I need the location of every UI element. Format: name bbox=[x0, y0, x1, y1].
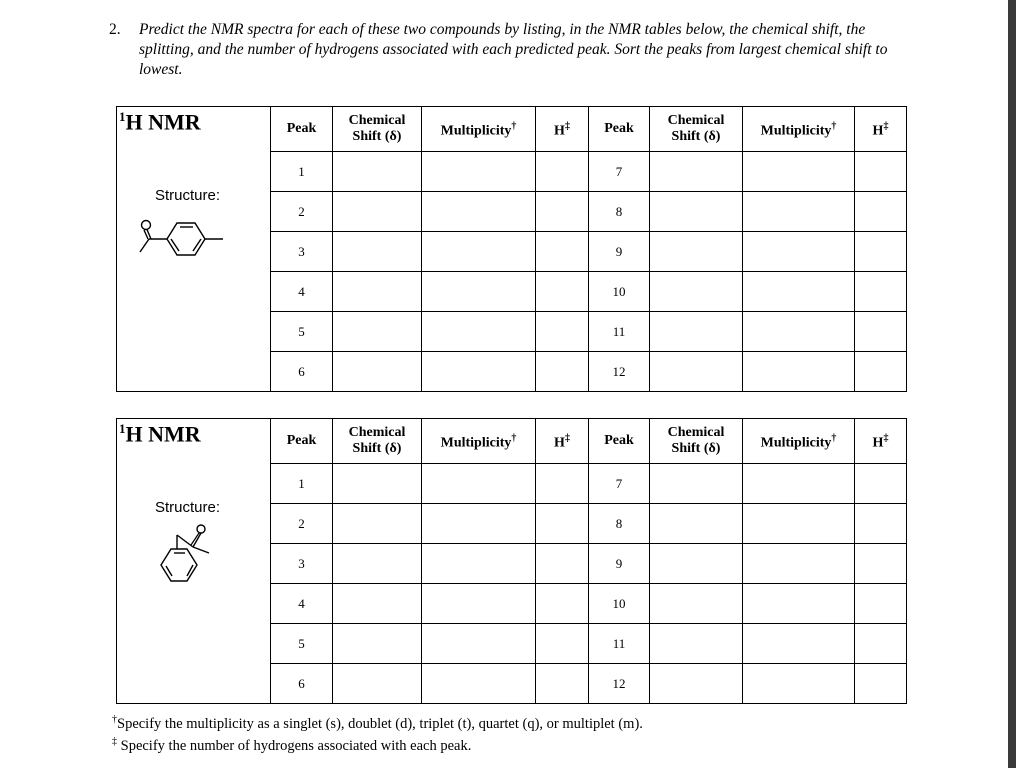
peak-number: 1 bbox=[271, 152, 333, 192]
multiplicity-input-cell[interactable] bbox=[743, 624, 855, 664]
peak-number: 4 bbox=[271, 272, 333, 312]
h-count-input-cell[interactable] bbox=[536, 584, 589, 624]
h-count-input-cell[interactable] bbox=[536, 192, 589, 232]
header-multiplicity: Multiplicity† bbox=[743, 107, 855, 152]
header-multiplicity: Multiplicity† bbox=[743, 419, 855, 464]
multiplicity-input-cell[interactable] bbox=[422, 464, 536, 504]
shift-input-cell[interactable] bbox=[650, 464, 743, 504]
header-h: H‡ bbox=[855, 419, 907, 464]
footnotes bbox=[112, 711, 912, 755]
h-count-input-cell[interactable] bbox=[855, 464, 907, 504]
header-multiplicity: Multiplicity† bbox=[422, 419, 536, 464]
nmr-table-1 bbox=[116, 106, 907, 392]
peak-number: 11 bbox=[589, 624, 650, 664]
h-count-input-cell[interactable] bbox=[536, 152, 589, 192]
shift-input-cell[interactable] bbox=[650, 624, 743, 664]
footnote-hydrogens: ‡ Specify the number of hydrogens associated with each peak. bbox=[112, 735, 472, 754]
header-chemical-shift: Chemical Shift (δ) bbox=[333, 419, 422, 464]
peak-number: 3 bbox=[271, 232, 333, 272]
shift-input-cell[interactable] bbox=[333, 664, 422, 704]
peak-number: 5 bbox=[271, 312, 333, 352]
peak-number: 9 bbox=[589, 232, 650, 272]
shift-input-cell[interactable] bbox=[333, 584, 422, 624]
multiplicity-input-cell[interactable] bbox=[743, 152, 855, 192]
h-count-input-cell[interactable] bbox=[536, 272, 589, 312]
multiplicity-input-cell[interactable] bbox=[743, 272, 855, 312]
multiplicity-input-cell[interactable] bbox=[422, 504, 536, 544]
nmr-table-2 bbox=[116, 418, 907, 704]
header-chemical-shift: Chemical Shift (δ) bbox=[650, 419, 743, 464]
viewer-scrollbar-edge bbox=[1008, 0, 1016, 768]
header-chemical-shift: Chemical Shift (δ) bbox=[333, 107, 422, 152]
peak-number: 12 bbox=[589, 352, 650, 392]
h-count-input-cell[interactable] bbox=[855, 664, 907, 704]
peak-number: 2 bbox=[271, 192, 333, 232]
4-methylacetophenone-structure-icon bbox=[127, 211, 257, 281]
shift-input-cell[interactable] bbox=[650, 544, 743, 584]
peak-number: 6 bbox=[271, 352, 333, 392]
multiplicity-input-cell[interactable] bbox=[422, 664, 536, 704]
peak-number: 8 bbox=[589, 192, 650, 232]
header-h: H‡ bbox=[855, 107, 907, 152]
h-count-input-cell[interactable] bbox=[536, 464, 589, 504]
h-count-input-cell[interactable] bbox=[536, 664, 589, 704]
shift-input-cell[interactable] bbox=[333, 272, 422, 312]
peak-number: 8 bbox=[589, 504, 650, 544]
multiplicity-input-cell[interactable] bbox=[422, 544, 536, 584]
multiplicity-input-cell[interactable] bbox=[422, 624, 536, 664]
header-chemical-shift: Chemical Shift (δ) bbox=[650, 107, 743, 152]
h-count-input-cell[interactable] bbox=[536, 312, 589, 352]
peak-number: 6 bbox=[271, 664, 333, 704]
peak-number: 3 bbox=[271, 544, 333, 584]
header-h: H‡ bbox=[536, 419, 589, 464]
peak-number: 1 bbox=[271, 464, 333, 504]
multiplicity-input-cell[interactable] bbox=[743, 464, 855, 504]
h-count-input-cell[interactable] bbox=[855, 584, 907, 624]
phenylacetone-structure-icon bbox=[147, 523, 257, 603]
peak-number: 4 bbox=[271, 584, 333, 624]
h-count-input-cell[interactable] bbox=[536, 504, 589, 544]
peak-number: 2 bbox=[271, 504, 333, 544]
h-count-input-cell[interactable] bbox=[536, 352, 589, 392]
shift-input-cell[interactable] bbox=[333, 232, 422, 272]
multiplicity-input-cell[interactable] bbox=[743, 504, 855, 544]
table-title: $^1$H NMR bbox=[119, 421, 201, 447]
multiplicity-input-cell[interactable] bbox=[743, 664, 855, 704]
shift-input-cell[interactable] bbox=[650, 272, 743, 312]
peak-number: 10 bbox=[589, 584, 650, 624]
multiplicity-input-cell[interactable] bbox=[422, 584, 536, 624]
structure-label: Structure: bbox=[155, 187, 221, 204]
table-title: $^1$H NMR bbox=[119, 109, 201, 135]
shift-input-cell[interactable] bbox=[333, 624, 422, 664]
multiplicity-input-cell[interactable] bbox=[743, 544, 855, 584]
shift-input-cell[interactable] bbox=[333, 152, 422, 192]
header-peak: Peak bbox=[271, 419, 333, 464]
peak-number: 10 bbox=[589, 272, 650, 312]
shift-input-cell[interactable] bbox=[650, 152, 743, 192]
shift-input-cell[interactable] bbox=[333, 544, 422, 584]
h-count-input-cell[interactable] bbox=[855, 504, 907, 544]
footnote-multiplicity: †Specify the multiplicity as a singlet (s), doublet (d), triplet (t), quartet (q), or multiplet (m). bbox=[112, 714, 643, 732]
shift-input-cell[interactable] bbox=[650, 504, 743, 544]
shift-input-cell[interactable] bbox=[650, 352, 743, 392]
h-count-input-cell[interactable] bbox=[855, 232, 907, 272]
shift-input-cell[interactable] bbox=[333, 352, 422, 392]
question-text: Predict the NMR spectra for each of these two compounds by listing, in the NMR tables below, the chemical shift, the splitting, and the number of hydrogens associated with each predicted peak. Sort the peaks from largest chemical shift to lowest. bbox=[139, 21, 888, 78]
structure-cell-1 bbox=[117, 107, 271, 392]
multiplicity-input-cell[interactable] bbox=[422, 312, 536, 352]
peak-number: 7 bbox=[589, 152, 650, 192]
shift-input-cell[interactable] bbox=[333, 312, 422, 352]
shift-input-cell[interactable] bbox=[650, 312, 743, 352]
shift-input-cell[interactable] bbox=[333, 464, 422, 504]
peak-number: 11 bbox=[589, 312, 650, 352]
h-count-input-cell[interactable] bbox=[536, 544, 589, 584]
h-count-input-cell[interactable] bbox=[855, 272, 907, 312]
shift-input-cell[interactable] bbox=[333, 192, 422, 232]
header-multiplicity: Multiplicity† bbox=[422, 107, 536, 152]
peak-number: 7 bbox=[589, 464, 650, 504]
shift-input-cell[interactable] bbox=[650, 192, 743, 232]
peak-number: 9 bbox=[589, 544, 650, 584]
shift-input-cell[interactable] bbox=[650, 584, 743, 624]
h-count-input-cell[interactable] bbox=[855, 192, 907, 232]
h-count-input-cell[interactable] bbox=[855, 624, 907, 664]
header-peak: Peak bbox=[589, 107, 650, 152]
header-peak: Peak bbox=[589, 419, 650, 464]
peak-number: 12 bbox=[589, 664, 650, 704]
header-h: H‡ bbox=[536, 107, 589, 152]
multiplicity-input-cell[interactable] bbox=[422, 232, 536, 272]
peak-number: 5 bbox=[271, 624, 333, 664]
shift-input-cell[interactable] bbox=[650, 232, 743, 272]
question-number: 2. bbox=[109, 21, 121, 38]
multiplicity-input-cell[interactable] bbox=[422, 192, 536, 232]
shift-input-cell[interactable] bbox=[650, 664, 743, 704]
h-count-input-cell[interactable] bbox=[855, 152, 907, 192]
multiplicity-input-cell[interactable] bbox=[743, 352, 855, 392]
multiplicity-input-cell[interactable] bbox=[743, 312, 855, 352]
multiplicity-input-cell[interactable] bbox=[422, 352, 536, 392]
structure-label: Structure: bbox=[155, 499, 221, 516]
h-count-input-cell[interactable] bbox=[855, 352, 907, 392]
h-count-input-cell[interactable] bbox=[855, 312, 907, 352]
shift-input-cell[interactable] bbox=[333, 504, 422, 544]
multiplicity-input-cell[interactable] bbox=[743, 584, 855, 624]
header-peak: Peak bbox=[271, 107, 333, 152]
h-count-input-cell[interactable] bbox=[536, 624, 589, 664]
multiplicity-input-cell[interactable] bbox=[422, 272, 536, 312]
h-count-input-cell[interactable] bbox=[536, 232, 589, 272]
h-count-input-cell[interactable] bbox=[855, 544, 907, 584]
multiplicity-input-cell[interactable] bbox=[422, 152, 536, 192]
multiplicity-input-cell[interactable] bbox=[743, 232, 855, 272]
structure-cell-2 bbox=[117, 419, 271, 704]
multiplicity-input-cell[interactable] bbox=[743, 192, 855, 232]
